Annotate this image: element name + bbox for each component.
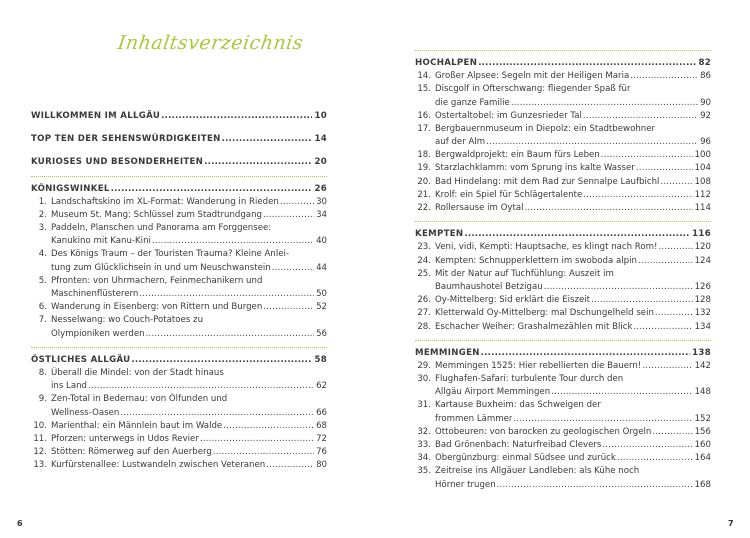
- toc-entry-title: ins Land: [51, 381, 87, 392]
- toc-entry-title: Museum St. Mang: Schlüssel zum Stadtrundgang: [51, 209, 262, 220]
- section-divider: [31, 176, 327, 179]
- page-number-left: 6: [17, 519, 23, 528]
- dot-leader: [481, 347, 690, 360]
- toc-entry: [415, 452, 711, 465]
- toc-entry: [31, 209, 327, 222]
- toc-entry-title: Veni, vidi, Kempti: Hauptsache, es klingt nach Rom!: [435, 242, 658, 253]
- section-divider: [415, 221, 711, 224]
- toc-entry-title: Kletterwald Oy-Mittelberg: mal Dschungelheld sein: [435, 308, 654, 319]
- toc-page-number: 134: [694, 321, 711, 332]
- page-number-right: 7: [728, 519, 734, 528]
- toc-page-number: 104: [694, 163, 711, 174]
- toc-page-number: 160: [694, 440, 711, 451]
- dot-leader: [617, 452, 693, 465]
- toc-entry-title: Bergwaldprojekt: ein Baum fürs Leben: [435, 150, 600, 161]
- dot-leader: [263, 209, 314, 222]
- toc-entry-title: Pfronten: von Uhrmachern, Feinmechanikern und: [51, 275, 263, 286]
- toc-entry-number: 10.: [33, 420, 47, 431]
- spacer: [31, 123, 327, 133]
- dot-leader: [131, 354, 312, 367]
- toc-page-number: 164: [694, 453, 711, 464]
- dot-leader: [601, 149, 693, 162]
- toc-entry: [31, 301, 327, 314]
- toc-entry-title: Obergünzburg: einmal Südsee und zurück: [435, 453, 616, 464]
- toc-page-number: 114: [694, 203, 711, 214]
- toc-entry-title: Stötten: Römerweg auf den Auerberg: [51, 447, 212, 458]
- dot-leader: [652, 426, 692, 439]
- toc-entry-number: 32.: [417, 426, 431, 437]
- dot-leader: [511, 97, 698, 110]
- toc-page-number: 100: [694, 150, 711, 161]
- toc-entry-number: 25.: [417, 268, 431, 279]
- dot-leader: [88, 380, 314, 393]
- toc-entry-title: Nesselwang: wo Couch-Potatoes zu: [51, 315, 204, 326]
- toc-entry-number: 29.: [417, 360, 431, 371]
- dot-leader: [486, 136, 698, 149]
- toc-page-number: 30: [316, 196, 327, 207]
- toc-page-number: 124: [694, 255, 711, 266]
- toc-chapter-title: TOP TEN DER SEHENSWÜRDIGKEITEN: [31, 134, 221, 145]
- toc-entry-title: Bergbauernmuseum in Diepolz: ein Stadtbewohner: [435, 123, 656, 134]
- dot-leader: [139, 288, 314, 301]
- toc-page-number: 132: [694, 308, 711, 319]
- toc-chapter-title: MEMMINGEN: [415, 347, 480, 358]
- toc-entry: [31, 235, 327, 248]
- toc-entry: [415, 439, 711, 452]
- toc-entry: [415, 176, 711, 189]
- toc-entry-title: Wanderung in Eisenberg: von Rittern und Burgen: [51, 302, 263, 313]
- dot-leader: [146, 328, 314, 341]
- toc-entry-title: Baumhaushotel Betzigau: [435, 281, 543, 292]
- dot-leader: [525, 202, 693, 215]
- toc-entry-number: 19.: [417, 163, 431, 174]
- toc-entry: [31, 262, 327, 275]
- toc-page-number: 168: [694, 479, 711, 490]
- toc-entry: [415, 426, 711, 439]
- toc-entry-number: 15.: [417, 84, 431, 95]
- toc-entry-number: 22.: [417, 203, 431, 214]
- toc-page-number: 68: [316, 420, 327, 431]
- dot-leader: [152, 235, 314, 248]
- toc-entry: [31, 328, 327, 341]
- toc-title: Inhaltsverzeichnis: [116, 32, 305, 54]
- toc-entry: [415, 189, 711, 202]
- toc-entry-number: 33.: [417, 440, 431, 451]
- toc-entry: [415, 241, 711, 254]
- toc-entry-title: Krolf: ein Spiel für Schlägertalente: [435, 189, 583, 200]
- toc-entry-number: 11.: [33, 433, 47, 444]
- dot-leader: [161, 110, 312, 123]
- dot-leader: [120, 407, 314, 420]
- toc-entry-title: Olympioniken werden: [51, 328, 145, 339]
- toc-entry: [31, 196, 327, 209]
- toc-entry-title: Ostertaltobel: im Gunzesrieder Tal: [435, 110, 582, 121]
- dot-leader: [200, 433, 314, 446]
- toc-entry: [31, 288, 327, 301]
- toc-entry: [415, 479, 711, 492]
- toc-entry-number: 26.: [417, 295, 431, 306]
- toc-page-number: 128: [694, 295, 711, 306]
- dot-leader: [660, 176, 692, 189]
- toc-entry: [415, 281, 711, 294]
- dot-leader: [642, 360, 692, 373]
- toc-entry: [415, 110, 711, 123]
- toc-entry-number: 34.: [417, 453, 431, 464]
- toc-page-number: 120: [694, 242, 711, 253]
- toc-chapter: [31, 133, 327, 146]
- toc-entry-number: 21.: [417, 189, 431, 200]
- toc-chapter-title: HOCHALPEN: [415, 57, 478, 68]
- toc-entry-number: 16.: [417, 110, 431, 121]
- toc-entry-title: Rollersause im Oytal: [435, 203, 524, 214]
- dot-leader: [633, 321, 692, 334]
- dot-leader: [583, 189, 692, 202]
- toc-entry: [31, 222, 327, 235]
- toc-entry-number: 23.: [417, 242, 431, 253]
- section-divider: [415, 50, 711, 53]
- toc-entry: [415, 202, 711, 215]
- toc-entry-number: 3.: [38, 223, 47, 234]
- toc-entry: [415, 123, 711, 136]
- dot-leader: [272, 262, 314, 275]
- toc-entry: [31, 407, 327, 420]
- toc-page-number: 50: [316, 289, 327, 300]
- toc-chapter: [31, 110, 327, 123]
- toc-page-number: 20: [314, 157, 327, 168]
- toc-page-number: 142: [694, 360, 711, 371]
- toc-entry-title: Allgäu Airport Memmingen: [435, 387, 551, 398]
- toc-entry: [415, 307, 711, 320]
- toc-entry-title: frommen Lämmer: [435, 413, 513, 424]
- toc-page-number: 80: [316, 460, 327, 471]
- toc-entry-title: auf der Alm: [435, 137, 486, 148]
- toc-page-number: 76: [316, 447, 327, 458]
- toc-entry-number: 17.: [417, 123, 431, 134]
- toc-entry: [415, 255, 711, 268]
- dot-leader: [223, 420, 314, 433]
- toc-entry-title: Discgolf in Ofterschwang: fliegender Spaß für: [435, 84, 631, 95]
- dot-leader: [636, 162, 693, 175]
- toc-page-number: 116: [692, 229, 711, 240]
- toc-entry: [415, 70, 711, 83]
- toc-page-number: 148: [694, 387, 711, 398]
- toc-left-column: [31, 110, 327, 473]
- dot-leader: [204, 156, 312, 169]
- toc-page-number: 14: [314, 134, 327, 145]
- toc-entry: [31, 249, 327, 262]
- toc-entry: [415, 413, 711, 426]
- toc-page-number: 126: [694, 281, 711, 292]
- toc-entry-number: 13.: [33, 460, 47, 471]
- dot-leader: [638, 255, 693, 268]
- toc-chapter: [31, 354, 327, 367]
- toc-page-number: 34: [316, 209, 327, 220]
- toc-entry: [415, 268, 711, 281]
- toc-page-number: 96: [700, 137, 711, 148]
- toc-entry: [31, 393, 327, 406]
- toc-entry-number: 35.: [417, 466, 431, 477]
- toc-entry-title: Zeitreise ins Allgäuer Landleben: als Kühe noch: [435, 466, 640, 477]
- toc-entry-title: die ganze Familie: [435, 97, 510, 108]
- toc-entry-number: 18.: [417, 150, 431, 161]
- spacer: [31, 146, 327, 156]
- toc-entry-title: Marienthal: ein Männlein baut im Walde: [51, 420, 223, 431]
- dot-leader: [497, 479, 693, 492]
- section-divider: [31, 347, 327, 350]
- toc-page-number: 86: [700, 71, 711, 82]
- toc-entry-number: 9.: [38, 394, 47, 405]
- toc-page-number: 112: [694, 189, 711, 200]
- toc-chapter: [31, 156, 327, 169]
- toc-entry-title: Paddeln, Planschen und Panorama am Forggensee:: [51, 223, 272, 234]
- toc-entry-title: Hörner trugen: [435, 479, 496, 490]
- dot-leader: [266, 459, 314, 472]
- toc-chapter: [415, 57, 711, 70]
- toc-entry: [415, 83, 711, 96]
- toc-page-number: 92: [700, 110, 711, 121]
- toc-entry-number: 8.: [38, 367, 47, 378]
- toc-entry: [31, 275, 327, 288]
- toc-entry-title: tung zum Glücklichsein in und um Neuschwanstein: [51, 262, 271, 273]
- toc-entry-title: Kempten: Schnupperklettern im swoboda alpin: [435, 255, 637, 266]
- toc-entry: [31, 459, 327, 472]
- toc-right-column: [415, 44, 711, 492]
- toc-entry-title: Pforzen: unterwegs in Udos Revier: [51, 433, 199, 444]
- dot-leader: [464, 228, 690, 241]
- toc-page-number: 58: [314, 354, 327, 365]
- toc-entry-number: 30.: [417, 374, 431, 385]
- toc-entry-title: Landschaftskino im XL-Format: Wanderung in Rieden: [51, 196, 279, 207]
- toc-entry: [415, 321, 711, 334]
- toc-page-number: 56: [316, 328, 327, 339]
- toc-entry: [31, 380, 327, 393]
- toc-entry-number: 7.: [38, 315, 47, 326]
- toc-page-number: 108: [694, 176, 711, 187]
- toc-page-number: 62: [316, 381, 327, 392]
- toc-page-number: 44: [316, 262, 327, 273]
- section-divider: [415, 340, 711, 343]
- toc-chapter-title: ÖSTLICHES ALLGÄU: [31, 354, 131, 365]
- dot-leader: [655, 307, 693, 320]
- toc-entry-number: 28.: [417, 321, 431, 332]
- toc-page-number: 10: [314, 110, 327, 121]
- toc-entry-title: Memmingen 1525: Hier rebellierten die Bauern!: [435, 360, 642, 371]
- toc-chapter: [415, 228, 711, 241]
- dot-leader: [551, 386, 692, 399]
- toc-entry-title: Großer Alpsee: Segeln mit der Heiligen Maria: [435, 71, 630, 82]
- toc-entry: [31, 420, 327, 433]
- toc-entry: [415, 360, 711, 373]
- toc-entry-title: Eschacher Weiher: Grashalmezählen mit Blick: [435, 321, 633, 332]
- toc-entry: [31, 433, 327, 446]
- dot-leader: [213, 446, 314, 459]
- toc-entry-title: Starzlachklamm: vom Sprung ins kalte Wasser: [435, 163, 635, 174]
- dot-leader: [591, 294, 693, 307]
- dot-leader: [583, 110, 698, 123]
- toc-entry-title: Ottobeuren: von barocken zu geologischen Orgeln: [435, 426, 652, 437]
- toc-entry: [31, 367, 327, 380]
- toc-entry-number: 20.: [417, 176, 431, 187]
- toc-entry: [415, 149, 711, 162]
- toc-entry: [415, 386, 711, 399]
- toc-entry-title: Kurfürstenallee: Lustwandeln zwischen Veteranen: [51, 460, 266, 471]
- dot-leader: [478, 57, 696, 70]
- toc-entry: [31, 446, 327, 459]
- toc-page-number: 52: [316, 302, 327, 313]
- toc-entry: [415, 400, 711, 413]
- toc-page-number: 40: [316, 236, 327, 247]
- toc-chapter-title: KEMPTEN: [415, 229, 464, 240]
- toc-entry-title: Bad Grönenbach: Naturfreibad Clevers: [435, 440, 602, 451]
- toc-entry-number: 6.: [38, 302, 47, 313]
- toc-entry-number: 14.: [417, 71, 431, 82]
- toc-chapter-title: WILLKOMMEN IM ALLGÄU: [31, 110, 161, 121]
- toc-page-number: 82: [698, 57, 711, 68]
- toc-page-number: 66: [316, 407, 327, 418]
- toc-entry-number: 27.: [417, 308, 431, 319]
- toc-entry-number: 12.: [33, 447, 47, 458]
- toc-entry-title: Bad Hindelang: mit dem Rad zur Sennalpe Laufbichl: [435, 176, 660, 187]
- toc-page-number: 72: [316, 433, 327, 444]
- toc-entry-number: 4.: [38, 249, 47, 260]
- dot-leader: [630, 70, 698, 83]
- toc-entry-number: 2.: [38, 209, 47, 220]
- toc-page-number: 90: [700, 97, 711, 108]
- toc-entry-title: Maschinenflüsterern: [51, 289, 139, 300]
- dot-leader: [263, 301, 314, 314]
- toc-entry: [415, 465, 711, 478]
- toc-entry-title: Mit der Natur auf Tuchfühlung: Auszeit im: [435, 268, 614, 279]
- toc-page-number: 26: [314, 183, 327, 194]
- toc-chapter-title: KURIOSES UND BESONDERHEITEN: [31, 157, 204, 168]
- toc-entry: [415, 97, 711, 110]
- toc-entry: [31, 314, 327, 327]
- dot-leader: [544, 281, 693, 294]
- toc-entry: [415, 373, 711, 386]
- toc-entry: [415, 294, 711, 307]
- dot-leader: [513, 413, 692, 426]
- toc-entry-number: 24.: [417, 255, 431, 266]
- dot-leader: [280, 196, 314, 209]
- toc-page-number: 152: [694, 413, 711, 424]
- toc-entry-title: Kartause Buxheim: das Schweigen der: [435, 400, 601, 411]
- toc-entry: [415, 163, 711, 176]
- dot-leader: [602, 439, 692, 452]
- toc-entry-title: Flughafen-Safari: turbulente Tour durch den: [435, 374, 624, 385]
- toc-page-number: 156: [694, 426, 711, 437]
- dot-leader: [658, 241, 692, 254]
- toc-entry-title: Oy-Mittelberg: Sid erklärt die Eiszeit: [435, 295, 591, 306]
- dot-leader: [111, 183, 313, 196]
- toc-chapter-title: KÖNIGSWINKEL: [31, 183, 110, 194]
- toc-entry: [415, 136, 711, 149]
- toc-chapter: [415, 347, 711, 360]
- toc-entry-number: 31.: [417, 400, 431, 411]
- toc-entry-title: Kanukino mit Kanu-Kini: [51, 236, 151, 247]
- dot-leader: [222, 133, 313, 146]
- toc-entry-title: Zen-Total in Bedernau: von Ölfunden und: [51, 394, 228, 405]
- toc-entry-title: Des Königs Traum – der Touristen Trauma? Kleine Anlei-: [51, 249, 289, 260]
- toc-page-number: 138: [692, 347, 711, 358]
- toc-entry-number: 5.: [38, 275, 47, 286]
- toc-entry-title: Überall die Mindel: von der Stadt hinaus: [51, 367, 224, 378]
- toc-entry-number: 1.: [38, 196, 47, 207]
- toc-entry-title: Wellness-Oasen: [51, 407, 120, 418]
- toc-chapter: [31, 183, 327, 196]
